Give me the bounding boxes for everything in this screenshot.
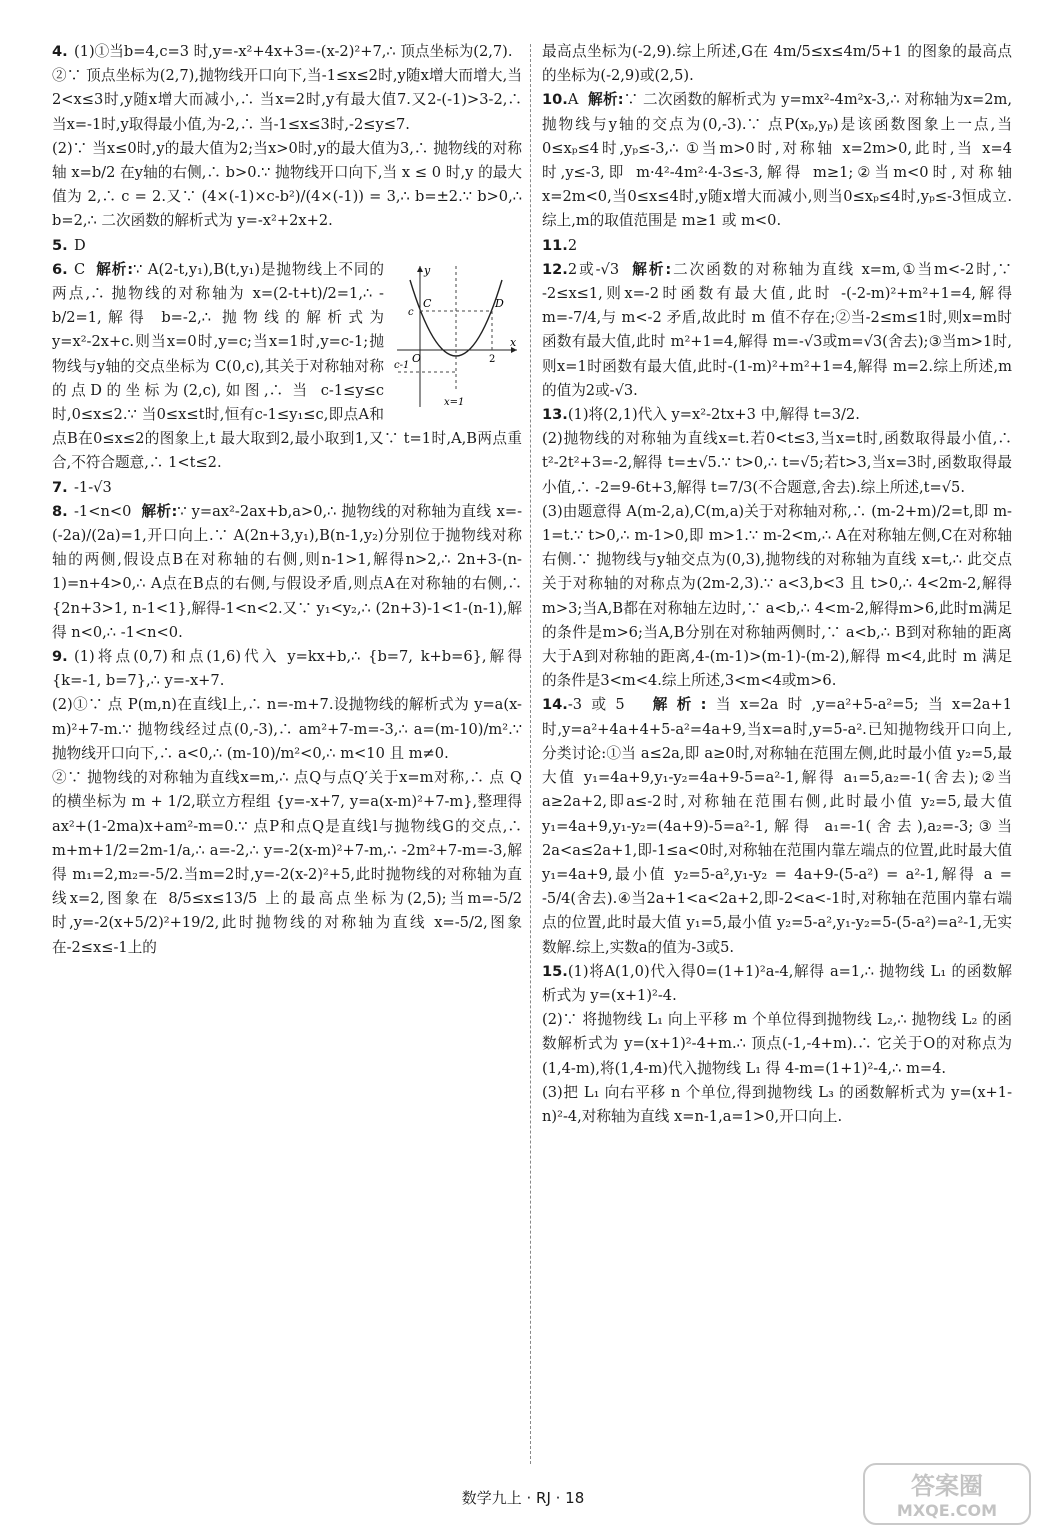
analysis-label: 解析: [652,696,707,714]
paragraph: ∵ 二次函数的解析式为 y=mx²-4m²x-3,∴ 对称轴为x=2m,抛物线与y轴的交点为(0,-3).∵ 点P(xₚ,yₚ)是该函数图象上一点,当0≤xₚ≤4时,yₚ≤-3,∴ ①当m>0时,对称轴 x=2m>0,此时,当 x=4 时,y≤-3,即 m·4²-4m²·4-3≤-3,解得 m≥1;②当m<0时,对称轴 x=2m<0,当0≤x≤4时,y随x增大而减小,则当0≤xₚ≤4时,yₚ≤-3恒成立.综上,m的取值范围是 m≥1 或 m<0. [542,91,1017,230]
paragraph: (2)①∵ 点 P(m,n)在直线l上,∴ n=-m+7.设抛物线的解析式为 y=a(x-m)²+7-m.∵ 抛物线经过点(0,-3),∴ am²+7-m=-3,∴ a=(m-10)/m².∵ 抛物线开口向下,∴ a<0,∴ (m-10)/m²<0,∴ m<10 且 m≠0. [52,696,527,762]
answer-9 [52,645,527,960]
answer-6 [52,258,522,476]
item-number: 7. [52,478,68,496]
item-number: 8. [52,502,68,520]
paragraph: (1)将A(1,0)代入得0=(1+1)²a-4,解得 a=1,∴ 抛物线 L₁ 的函数解析式为 y=(x+1)²-4. [542,962,1012,1004]
y-axis-label: y [424,263,431,277]
left-column [52,40,527,960]
paragraph: ∵ A(2-t,y₁),B(t,y₁)是抛物线上不同的两点,∴ 抛物线的对称轴为 x=(2-t+t)/2=1,∴ -b/2=1,解得 b=-2,∴ 抛物线的解析式为 y=x²-2x+c.则当x=0时,y=c;当x=1时,y=c-1;抛物线与y轴的交点坐标为 C(0,c),其关于对称轴对称的点D的坐标为(2,c),如图,∴ 当 c-1≤y≤c 时,0≤x≤2.∵ 当0≤x≤t时,恒有c-1≤y₁≤c,即点A和点B在0≤x≤2的图象上,t 最大取到2,最小取到1,又∵ t=1时,A,B两点重合,不符合题意,∴ 1<t≤2. [52,260,522,472]
column-divider [530,44,531,1464]
answer-text: 2 [567,236,578,254]
analysis-label: 解析: [632,260,672,278]
origin-label: O [412,351,422,365]
page-footer: 数学九上 · RJ · 18 [461,1489,585,1507]
answer-choice: A [567,91,579,109]
answer-11 [542,234,1012,258]
item-number: 6. [52,260,68,278]
answer-15 [542,960,1012,1129]
answer-text: -1<n<0 [74,502,132,520]
watermark-url: MXQE.COM [896,1501,998,1520]
paragraph: (2)抛物线的对称轴为直线x=t.若0<t≤3,当x=t时,函数取得最小值,∴ t²-2t²+3=-2,解得 t=±√5.∵ t>0,∴ t=√5;若t>3,当x=3时,函数取得最小值,∴ -2=9-6t+3,解得 t=7/3(不合题意,舍去).综上所述,t=√5. [542,430,1017,496]
paragraph: (1)①当b=4,c=3 时,y=-x²+4x+3=-(x-2)²+7,∴ 顶点坐标为(2,7). [74,43,513,60]
item-number: 10. [542,91,568,109]
paragraph: 二次函数的对称轴为直线 x=m,①当m<-2时,∵ -2≤x≤1,则x=-2时函数有最大值,此时 -(-2-m)²+m²+1=4,解得 m=-7/4,与 m<-2 矛盾,故此时 m 值不存在;②当-2≤m≤1时,则x=m时函数有最大值,此时 m²+1=4,解得 m=-√3或m=√3(舍去);③当m>1时,则x=1时函数有最大值,此时-(1-m)²+m²+1=4,解得 m=2.综上所述,m的值为2或-√3. [542,260,1017,399]
item-number: 14. [542,696,568,714]
point-d-label: D [495,296,504,310]
answer-4 [52,40,527,234]
item-number: 12. [542,260,568,278]
analysis-label: 解析: [588,91,624,109]
paragraph: (3)由题意得 A(m-2,a),C(m,a)关于对称轴对称,∴ (m-2+m)/2=t,即 m-1=t.∵ t>0,∴ m-1>0,即 m>1.∵ m-2<m,∴ A在对称轴左侧,C在对称轴右侧.∵ 抛物线与y轴交点为(0,3),抛物线的对称轴为直线 x=t,∴ 此交点关于对称轴的对称点为(2m-2,3).∵ a<3,b<3 且 t>0,∴ 4<2m-2,解得 m>3;当A,B都在对称轴左边时,∵ a<b,∴ 4<m-2,解得m>6,此时m满足的条件是m>6;当A,B分别在对称轴两侧时,∵ a<b,∴ B到对称轴的距离大于A到对称轴的距离,4-(m-1)>(m-1)-(m-2),解得 m<4,此时 m 满足的条件是3<m<4.综上所述,3<m<4或m>6. [542,502,1017,690]
c-minus-1-label: c-1 [394,359,410,371]
answer-text: D [74,236,86,254]
answer-8 [52,500,527,645]
answer-choice: C [74,260,86,278]
item-number: 11. [542,236,568,254]
tick-2-label: 2 [489,353,496,365]
paragraph: (1)将点(0,7)和点(1,6)代入 y=kx+b,∴ {b=7, k+b=6},解得 {k=-1, b=7},∴ y=-x+7. [52,648,527,690]
answer-10 [542,88,1017,233]
item-number: 9. [52,648,68,666]
paragraph: (2)∵ 当x≤0时,y的最大值为2;当x>0时,y的最大值为3,∴ 抛物线的对称轴 x=b/2 在y轴的右侧,∴ b>0.∵ 抛物线开口向下,当 x ≤ 0 时,y 的最大值为 2,∴ c = 2.又∵ (4×(-1)×c-b²)/(4×(-1)) = 3,∴ b=±2.∵ b>0,∴ b=2,∴ 二次函数的解析式为 y=-x²+2x+2. [52,139,527,230]
c-value-label: c [408,306,414,318]
watermark-title: 答案圈 [911,1472,983,1500]
answer-text: 2或-√3 [567,260,620,278]
answer-7 [52,476,522,500]
axis-of-symmetry-label: x=1 [444,396,465,408]
answer-14 [542,693,1017,959]
right-column [542,40,1017,1129]
item-number: 5. [52,236,68,254]
analysis-label: 解析: [141,502,178,520]
paragraph: (3)把 L₁ 向右平移 n 个单位,得到抛物线 L₃ 的函数解析式为 y=(x+1-n)²-4,对称轴为直线 x=n-1,a=1>0,开口向上. [542,1083,1012,1125]
answer-12 [542,258,1017,403]
answer-5 [52,234,522,258]
paragraph: ②∵ 抛物线的对称轴为直线x=m,∴ 点Q与点Q′关于x=m对称,∴ 点 Q 的横坐标为 m + 1/2,联立方程组 {y=-x+7, y=a(x-m)²+7-m},整理得 ax²+(1-2ma)x+am²-m=0.∵ 点P和点Q是直线l与抛物线G的交点,∴ m+m+1/2=2m-1/a,∴ a=-2,∴ y=-2(x-m)²+7-m,∴ -2m²+7-m=-3,解得 m₁=2,m₂=-5/2.当m=2时,y=-2(x-2)²+5,此时抛物线的对称轴为直线x=2,图象在 8/5≤x≤13/5 上的最高点坐标为(2,5);当m=-5/2时,y=-2(x+5/2)²+19/2,此时抛物线的对称轴为直线 x=-5/2,图象在-2≤x≤-1上的 [52,769,527,956]
item-number: 4. [52,43,68,60]
paragraph: (2)∵ 将抛物线 L₁ 向上平移 m 个单位得到抛物线 L₂,∴ 抛物线 L₂ 的函数解析式为 y=(x+1)²-4+m.∴ 顶点(-1,-4+m).∴ 它关于O的对称点为(1,4-m),将(1,4-m)代入抛物线 L₁ 得 4-m=(1+1)²-4,∴ m=4. [542,1011,1012,1077]
item-number: 15. [542,962,568,980]
parabola-figure [392,262,522,412]
answer-13 [542,403,1017,693]
item-number: 13. [542,406,568,424]
answer-text: -3或5 [567,696,625,714]
x-axis-label: x [510,335,517,349]
paragraph: 最高点坐标为(-2,9).综上所述,G在 4m/5≤x≤4m/5+1 的图象的最高点的坐标为(-2,9)或(2,5). [542,43,1012,85]
paragraph: 当x=2a时,y=a²+5-a²=5;当x=2a+1时,y=a²+4a+4+5-a²=4a+9,当x=a时,y=5-a².已知抛物线开口向上,分类讨论:①当 a≤2a,即 a≥0时,对称轴在范围左侧,此时最小值 y₂=5,最大值 y₁=4a+9,y₁-y₂=4a+9-5=a²-1,解得 a₁=5,a₂=-1(舍去);②当 a≥2a+2,即a≤-2时,对称轴在范围右侧,此时最小值 y₂=5,最大值 y₁=4a+9,y₁-y₂=(4a+9)-5=a²-1,解得 a₁=-1(舍去),a₂=-3;③当2a<a≤2a+1,即-1≤a<0时,对称轴在范围内靠左端点的位置,此时最大值 y₁=4a+9,最小值 y₂=5-a²,y₁-y₂ = 4a+9-(5-a²) = a²-1,解得 a = -5/4(舍去).④当2a+1<a<2a+2,即-2<a<-1时,对称轴在范围内靠右端点的位置,此时最大值 y₁=5,最小值 y₂=5-a²,y₁-y₂=5-(5-a²)=a²-1,无实数解.综上,实数a的值为-3或5. [542,696,1017,956]
paragraph: (1)将(2,1)代入 y=x²-2tx+3 中,解得 t=3/2. [567,406,860,424]
answer-9-continued [542,40,1012,88]
point-c-label: C [423,296,432,310]
analysis-label: 解析: [96,260,134,278]
answer-text: -1-√3 [74,478,112,496]
paragraph: ②∵ 顶点坐标为(2,7),抛物线开口向下,当-1≤x≤2时,y随x增大而增大,当2<x≤3时,y随x增大而减小,∴ 当x=2时,y有最大值7.又2-(-1)>3-2,∴ 当x=-1时,y取得最小值,为-2,∴ 当-1≤x≤3时,-2≤y≤7. [52,67,527,133]
watermark-logo [862,1462,1032,1526]
paragraph: ∵ y=ax²-2ax+b,a>0,∴ 抛物线的对称轴为直线 x=-(-2a)/(2a)=1,开口向上.∵ A(2n+3,y₁),B(n-1,y₂)分别位于抛物线对称轴的两侧,假设点B在对称轴的右侧,则n-1>1,解得n>2,∴ 2n+3-(n-1)=n+4>0,∴ A点在B点的右侧,与假设矛盾,则点A在对称轴的右侧,∴ {2n+3>1, n-1<1},解得-1<n<2.又∵ y₁<y₂,∴ (2n+3)-1<1-(n-1),解得 n<0,∴ -1<n<0. [52,502,527,641]
